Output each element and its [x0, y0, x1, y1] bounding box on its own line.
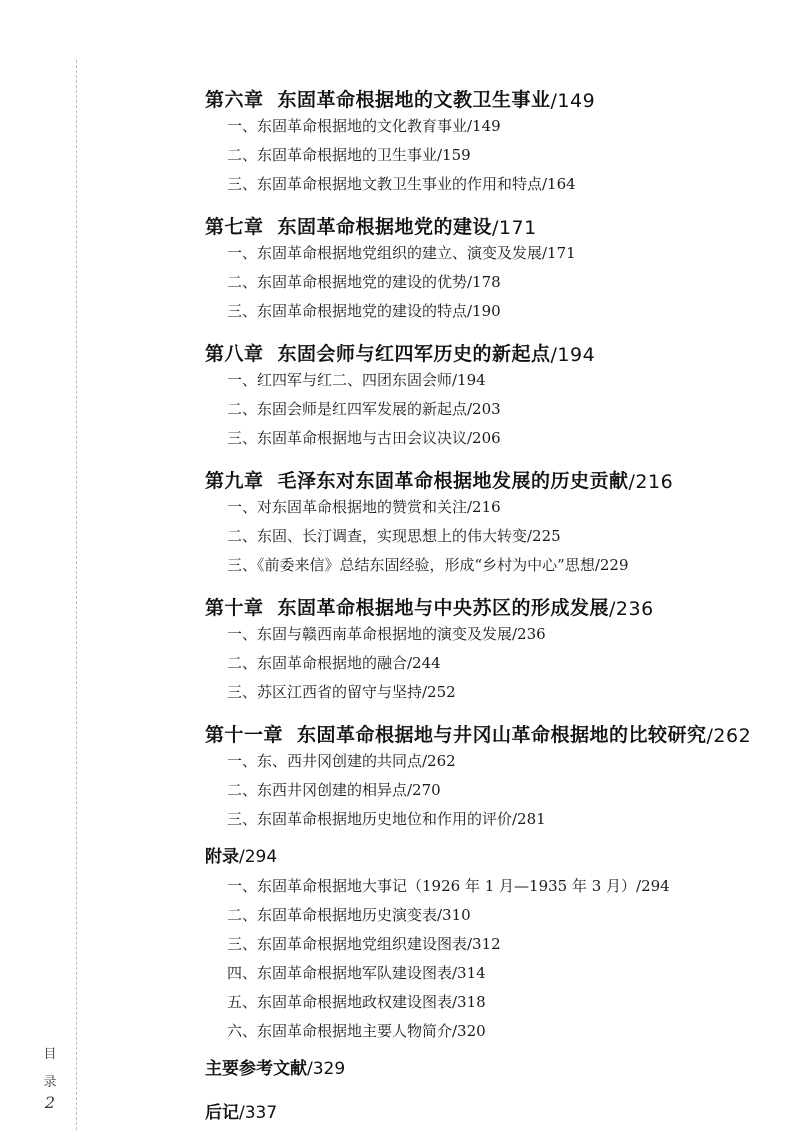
appendix-entry: 二、东固革命根据地历史演变表/310	[227, 906, 471, 924]
running-footer-label: 录	[43, 1075, 57, 1090]
chapter-page: /194	[550, 344, 596, 366]
appendix-entry: 六、东固革命根据地主要人物简介/320	[227, 1022, 486, 1040]
chapter-heading	[205, 207, 765, 239]
chapter-heading	[205, 715, 765, 747]
section-entry: 三、东固革命根据地文教卫生事业的作用和特点/164	[227, 175, 576, 193]
section-entry: 三、东固革命根据地与古田会议决议/206	[227, 429, 501, 447]
section-entry: 三、东固革命根据地党的建设的特点/190	[227, 302, 501, 320]
chapter-title: 东固革命根据地与井冈山革命根据地的比较研究	[297, 724, 707, 746]
chapter-number: 第十章	[205, 597, 264, 619]
section-entry: 二、东西井冈创建的相异点/270	[227, 781, 441, 799]
afterword-heading	[205, 1098, 765, 1128]
chapter-title: 毛泽东对东固革命根据地发展的历史贡献	[277, 470, 629, 492]
page-number: 2	[44, 1093, 56, 1112]
references-page: /329	[307, 1059, 346, 1079]
section-entry: 二、东固革命根据地的卫生事业/159	[227, 146, 471, 164]
chapter-number: 第六章	[205, 89, 264, 111]
chapter-page: /171	[492, 217, 537, 239]
references-title: 主要参考文献	[205, 1059, 307, 1079]
chapter-heading	[205, 80, 765, 112]
appendix-entry: 四、东固革命根据地军队建设图表/314	[227, 964, 486, 982]
chapter-heading	[205, 588, 765, 620]
chapter-title: 东固会师与红四军历史的新起点	[277, 343, 551, 365]
chapter-heading	[205, 461, 765, 493]
section-entry: 一、对东固革命根据地的赞赏和关注/216	[227, 498, 501, 516]
appendix-title: 附录	[205, 847, 239, 867]
chapter-number: 第七章	[205, 216, 264, 238]
chapter-number: 第九章	[205, 470, 264, 492]
afterword-title: 后记	[205, 1103, 239, 1123]
appendix-entry: 三、东固革命根据地党组织建设图表/312	[227, 935, 501, 953]
section-entry: 一、红四军与红二、四团东固会师/194	[227, 371, 486, 389]
references-heading	[205, 1054, 765, 1084]
afterword-page: /337	[239, 1103, 278, 1123]
chapter-heading	[205, 334, 765, 366]
section-entry: 二、东固革命根据地的融合/244	[227, 654, 441, 672]
chapter-page: /149	[550, 90, 596, 112]
chapter-page: /236	[609, 598, 654, 620]
section-entry: 三、苏区江西省的留守与坚持/252	[227, 683, 456, 701]
section-entry: 二、东固革命根据地党的建设的优势/178	[227, 273, 501, 291]
chapter-number: 第八章	[205, 343, 264, 365]
appendix-entry: 一、东固革命根据地大事记（1926 年 1 月—1935 年 3 月）/294	[227, 877, 670, 895]
section-entry: 一、东固革命根据地的文化教育事业/149	[227, 117, 501, 135]
section-entry: 一、东固革命根据地党组织的建立、演变及发展/171	[227, 244, 576, 262]
chapter-page: /216	[628, 471, 674, 493]
running-footer-label: 目	[43, 1047, 57, 1062]
appendix-heading	[205, 842, 765, 872]
section-entry: 一、东、西井冈创建的共同点/262	[227, 752, 456, 770]
appendix-page: /294	[239, 847, 278, 867]
section-entry: 三、《前委来信》总结东固经验，形成“乡村为中心”思想/229	[227, 556, 629, 574]
section-entry: 二、东固会师是红四军发展的新起点/203	[227, 400, 501, 418]
chapter-title: 东固革命根据地与中央苏区的形成发展	[277, 597, 610, 619]
table-of-contents	[205, 80, 765, 1128]
section-entry: 二、东固、长汀调查，实现思想上的伟大转变/225	[227, 527, 561, 545]
chapter-title: 东固革命根据地的文教卫生事业	[277, 89, 551, 111]
chapter-page: /262	[706, 725, 752, 747]
margin-rule	[76, 60, 77, 1130]
section-entry: 一、东固与赣西南革命根据地的演变及发展/236	[227, 625, 546, 643]
appendix-entry: 五、东固革命根据地政权建设图表/318	[227, 993, 486, 1011]
section-entry: 三、东固革命根据地历史地位和作用的评价/281	[227, 810, 546, 828]
chapter-number: 第十一章	[205, 724, 284, 746]
chapter-title: 东固革命根据地党的建设	[277, 216, 493, 238]
